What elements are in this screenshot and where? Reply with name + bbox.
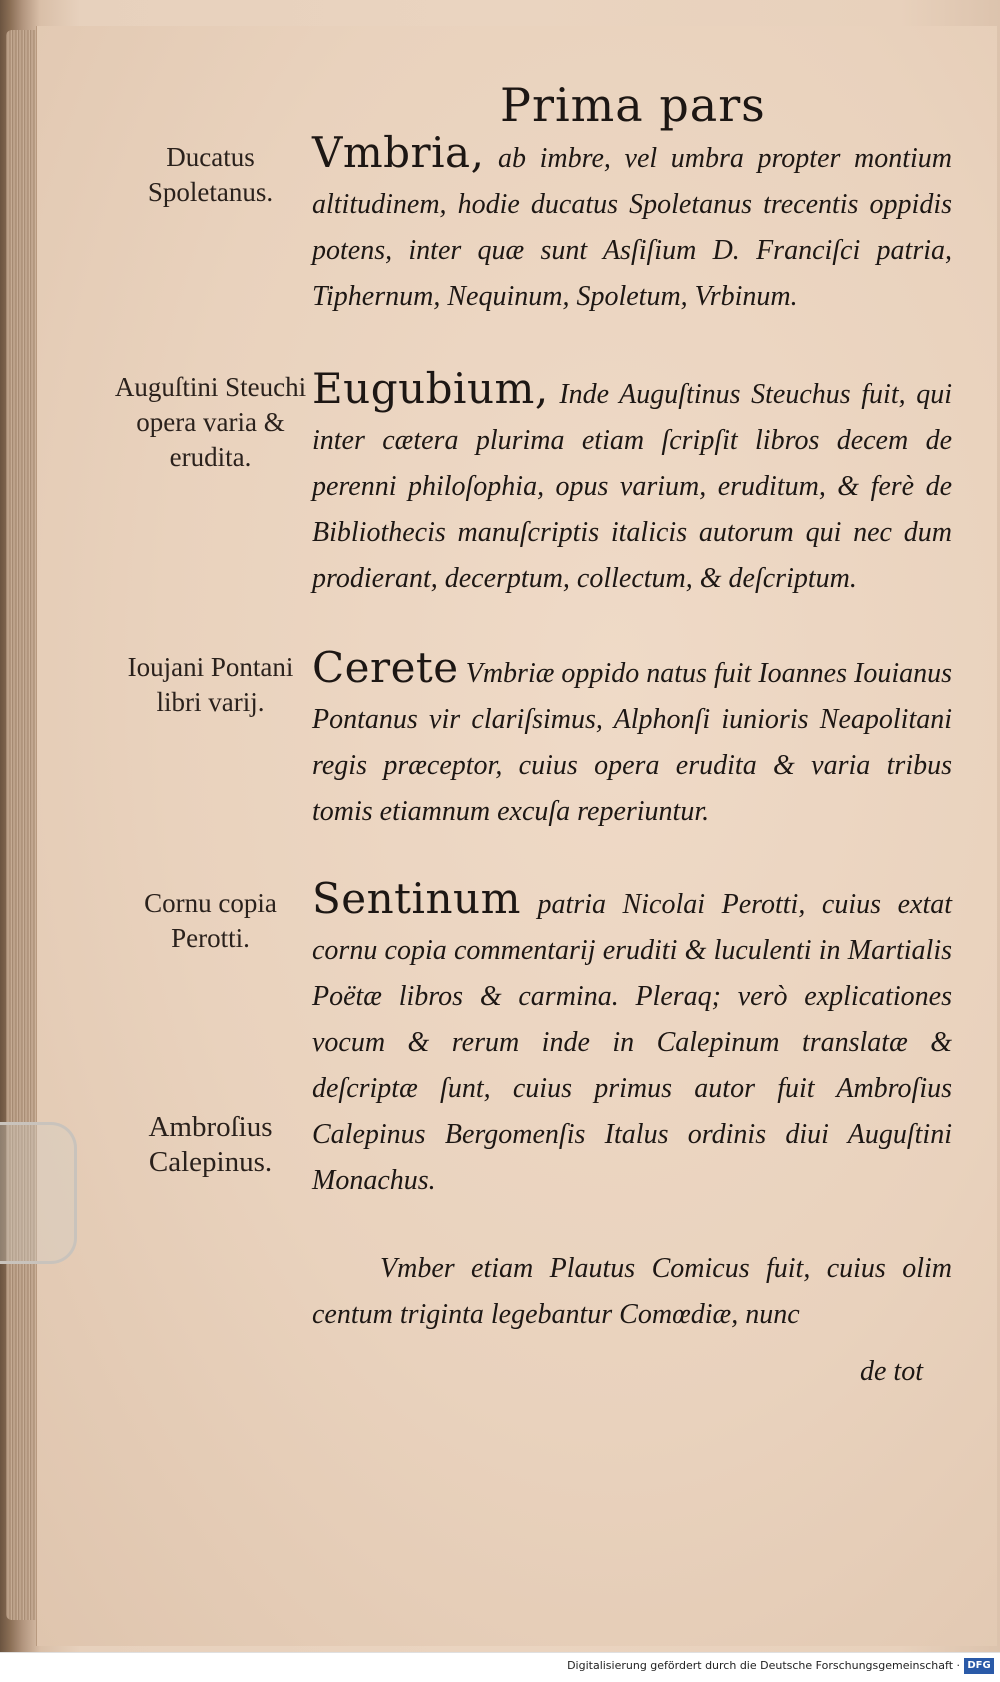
- margin-note: Ioujani Pontani libri varij.: [127, 652, 294, 717]
- margin-note: Cornu copia Perotti.: [144, 888, 277, 953]
- paragraph: [312, 645, 952, 835]
- margin-note: Ducatus Spoletanus.: [147, 142, 274, 207]
- paragraph-text: Vmbriæ oppido natus fuit Ioannes Iouianus Pontanus vir clariſsimus, Alphonſi iunioris Neapolitani regis præceptor, cuius opera erudita & varia tribus tomis etiamnum excuſa reperiuntur.: [312, 658, 953, 827]
- running-header: Prima pars: [500, 78, 766, 132]
- paragraph: [312, 876, 952, 1204]
- plautus-paragraph: Vmber etiam Plautus Comicus fuit, cuius olim centum triginta legebantur Comœdiæ, nunc: [312, 1253, 952, 1330]
- page-edges: [6, 30, 36, 1620]
- paragraph: [312, 366, 952, 602]
- lead-word: Vmbria,: [312, 128, 485, 177]
- margin-note: Ambroſius Calepinus.: [148, 1111, 273, 1178]
- lead-word: Sentinum: [312, 874, 521, 923]
- paragraph: [312, 130, 952, 320]
- digitization-footer: [0, 1652, 1000, 1682]
- footer-credit: Digitalisierung gefördert durch die Deutsche Forschungsgemeinschaft ·: [567, 1659, 960, 1672]
- margin-note: Auguſtini Steuchi opera varia & erudita.: [114, 372, 307, 472]
- paragraph-text: Inde Auguſtinus Steuchus fuit, qui inter cætera plurima etiam ſcripſit libros decem de perenni philoſophia, opus varium, eruditum, & ferè de Bibliothecis manuſcriptis italicis autorum qui nec dum prodierant, decerptum, collectum, & deſcriptum.: [312, 379, 953, 594]
- dfg-logo-icon: DFG: [964, 1658, 994, 1674]
- paragraph-text: patria Nicolai Perotti, cuius extat cornu copia commentarij eruditi & luculenti in Martialis Poëtæ libros & carmina. Pleraq; verò explicationes vocum & rerum inde in Calepinum translatæ & deſcriptæ ſunt, cuius primus autor fuit Ambroſius Calepinus Bergomenſis Italus ordinis diui Auguſtini Monachus.: [312, 889, 953, 1196]
- lead-word: Eugubium,: [312, 364, 549, 413]
- catchword: de tot: [860, 1356, 923, 1387]
- lead-word: Cerete: [312, 643, 459, 692]
- paragraph-text: ab imbre, vel umbra propter montium altitudinem, hodie ducatus Spoletanus trecentis oppidis potens, inter quæ sunt Asſiſium D. Franciſci patria, Tiphernum, Nequinum, Spoletum, Vrbinum.: [312, 143, 953, 312]
- page-clip: [0, 1122, 77, 1264]
